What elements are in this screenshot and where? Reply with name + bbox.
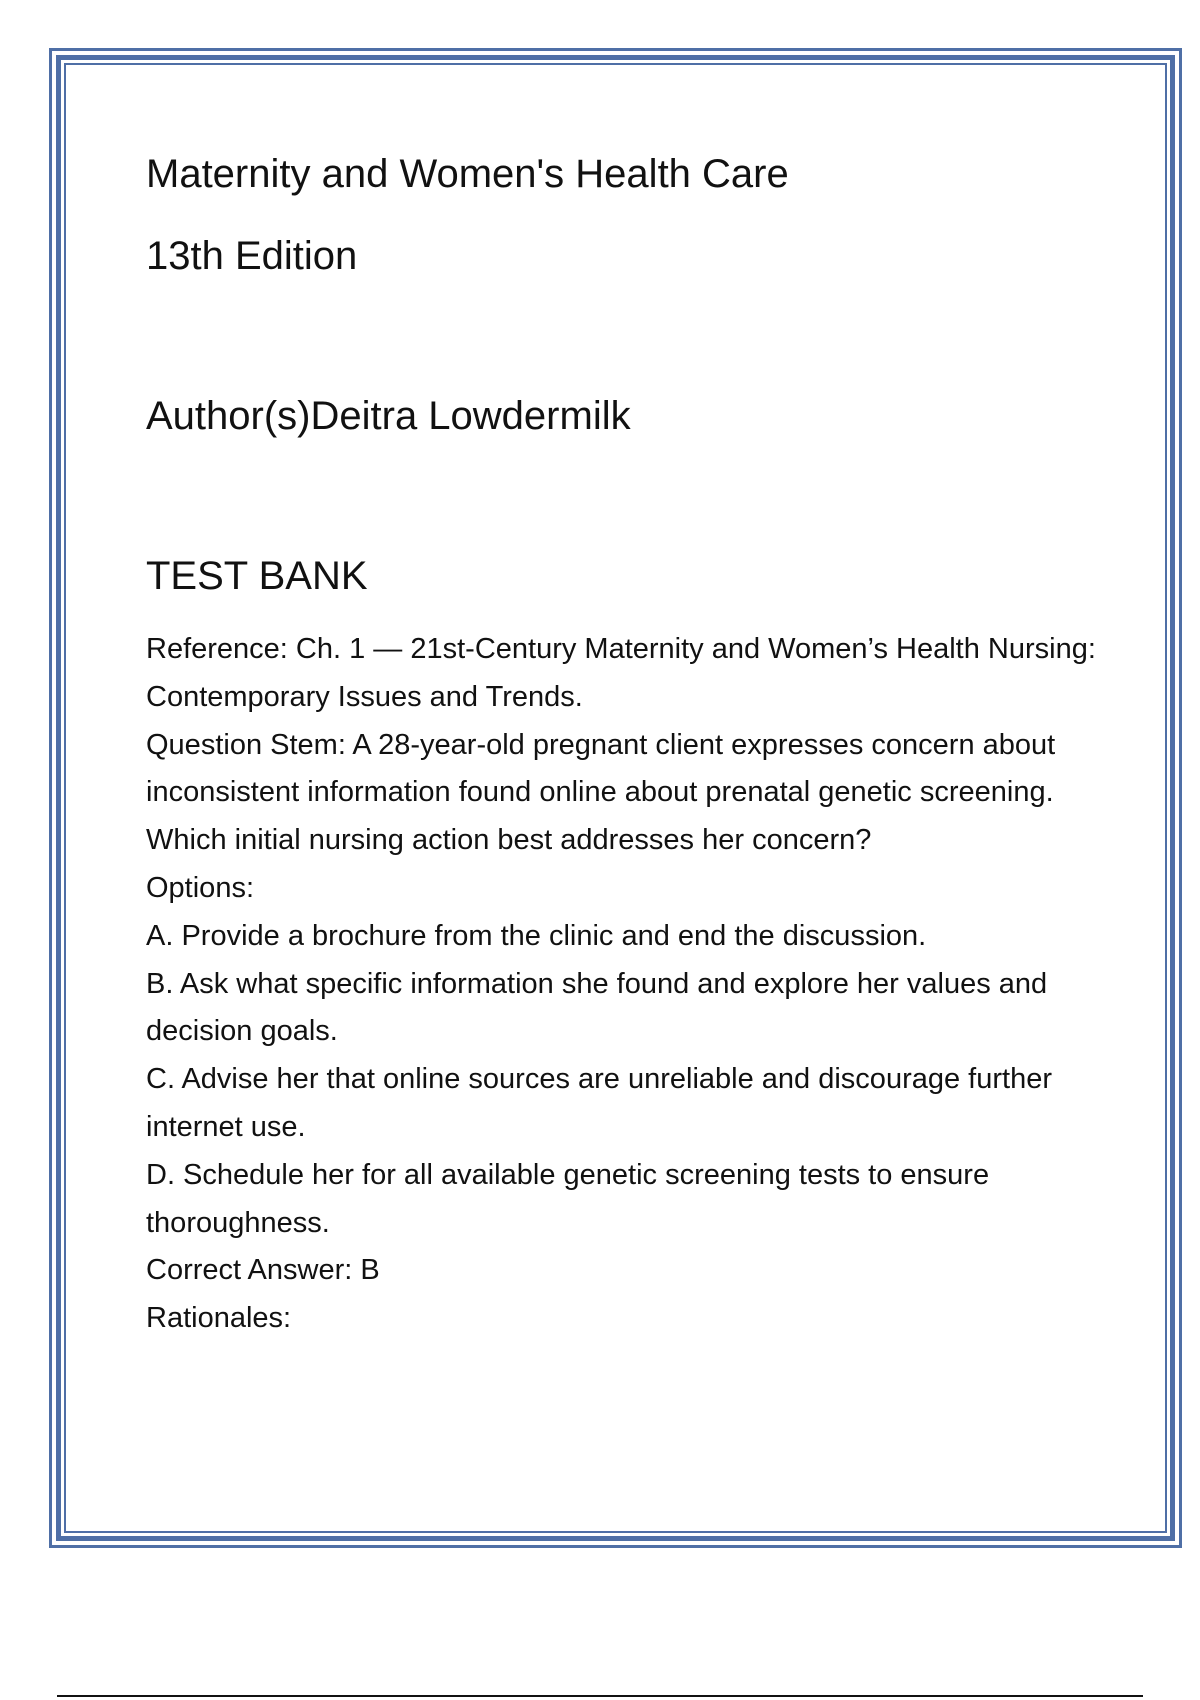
- option-b: B. Ask what specific information she found and explore her values and decision goals.: [146, 967, 1048, 1048]
- rationales-label: Rationales:: [146, 1302, 292, 1335]
- book-edition: 13th Edition: [146, 234, 358, 278]
- option-c: C. Advise her that online sources are unreliable and discourage further internet use.: [146, 1063, 1052, 1143]
- book-title: Maternity and Women's Health Care: [146, 152, 789, 196]
- footer-divider: [57, 1695, 1143, 1697]
- author-line: Author(s)Deitra Lowdermilk: [146, 394, 631, 438]
- options-label: Options:: [146, 871, 254, 904]
- question-block: [146, 626, 1106, 1343]
- question-reference: Reference: Ch. 1 — 21st-Century Maternity and Women’s Health Nursing: Contemporary Issues and Trends.: [146, 633, 1096, 713]
- section-heading: TEST BANK: [146, 554, 368, 598]
- option-d: D. Schedule her for all available genetic screening tests to ensure thoroughness.: [146, 1158, 990, 1239]
- question-stem: Question Stem: A 28-year-old pregnant client expresses concern about inconsistent information found online about prenatal genetic screening. Which initial nursing action best addresses her concern?: [146, 728, 1056, 857]
- option-a: A. Provide a brochure from the clinic and end the discussion.: [146, 919, 927, 952]
- correct-answer: Correct Answer: B: [146, 1254, 380, 1287]
